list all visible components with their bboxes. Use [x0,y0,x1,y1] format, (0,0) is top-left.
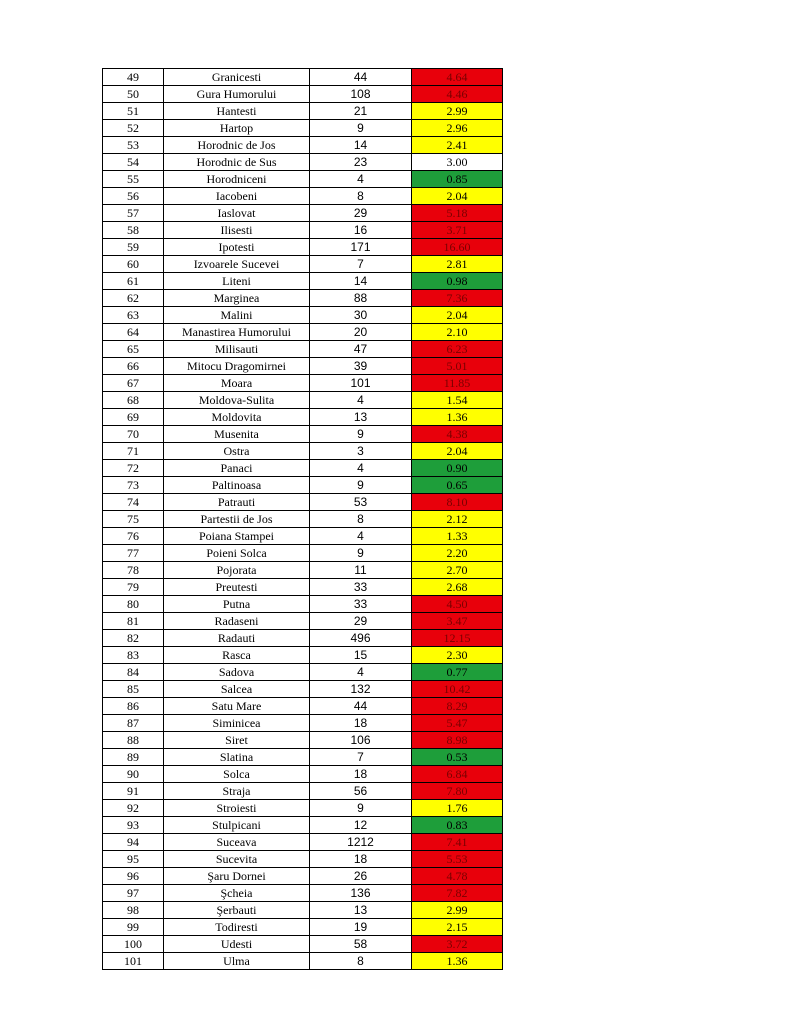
row-number-cell: 75 [103,511,164,528]
table-row [103,86,503,103]
cases-count-cell: 23 [310,154,412,171]
table-row [103,732,503,749]
table-row [103,69,503,86]
locality-name-cell: Musenita [164,426,310,443]
locality-name-cell: Milisauti [164,341,310,358]
table-row [103,562,503,579]
row-number-cell: 64 [103,324,164,341]
row-number-cell: 62 [103,290,164,307]
table-row [103,936,503,953]
incidence-rate-cell: 5.53 [412,851,503,868]
row-number-cell: 57 [103,205,164,222]
table-row [103,630,503,647]
row-number-cell: 97 [103,885,164,902]
incidence-rate-cell: 0.53 [412,749,503,766]
cases-count-cell: 13 [310,902,412,919]
cases-count-cell: 39 [310,358,412,375]
row-number-cell: 79 [103,579,164,596]
cases-count-cell: 11 [310,562,412,579]
row-number-cell: 68 [103,392,164,409]
row-number-cell: 60 [103,256,164,273]
locality-name-cell: Hartop [164,120,310,137]
cases-count-cell: 26 [310,868,412,885]
incidence-rate-cell: 2.96 [412,120,503,137]
table-row [103,426,503,443]
incidence-rate-cell: 3.00 [412,154,503,171]
row-number-cell: 93 [103,817,164,834]
cases-count-cell: 18 [310,715,412,732]
table-row [103,698,503,715]
table-row [103,715,503,732]
incidence-rate-cell: 2.99 [412,103,503,120]
row-number-cell: 91 [103,783,164,800]
row-number-cell: 82 [103,630,164,647]
table-row [103,375,503,392]
row-number-cell: 78 [103,562,164,579]
table-row [103,528,503,545]
cases-count-cell: 30 [310,307,412,324]
locality-name-cell: Şcheia [164,885,310,902]
cases-count-cell: 15 [310,647,412,664]
table-row [103,885,503,902]
cases-count-cell: 44 [310,69,412,86]
table-row [103,953,503,970]
table-row [103,800,503,817]
locality-name-cell: Panaci [164,460,310,477]
locality-name-cell: Partestii de Jos [164,511,310,528]
locality-name-cell: Manastirea Humorului [164,324,310,341]
row-number-cell: 83 [103,647,164,664]
locality-name-cell: Slatina [164,749,310,766]
incidence-rate-cell: 2.41 [412,137,503,154]
locality-name-cell: Ulma [164,953,310,970]
locality-name-cell: Şerbauti [164,902,310,919]
incidence-rate-cell: 7.36 [412,290,503,307]
locality-name-cell: Ilisesti [164,222,310,239]
table-row [103,919,503,936]
incidence-rate-cell: 7.82 [412,885,503,902]
cases-count-cell: 8 [310,511,412,528]
row-number-cell: 94 [103,834,164,851]
row-number-cell: 51 [103,103,164,120]
cases-count-cell: 9 [310,545,412,562]
cases-count-cell: 4 [310,392,412,409]
locality-name-cell: Todiresti [164,919,310,936]
row-number-cell: 71 [103,443,164,460]
cases-count-cell: 33 [310,596,412,613]
row-number-cell: 90 [103,766,164,783]
incidence-rate-cell: 2.99 [412,902,503,919]
cases-count-cell: 56 [310,783,412,800]
incidence-rate-cell: 1.36 [412,409,503,426]
table-row [103,273,503,290]
table-row [103,834,503,851]
cases-count-cell: 29 [310,205,412,222]
locality-name-cell: Paltinoasa [164,477,310,494]
row-number-cell: 101 [103,953,164,970]
cases-count-cell: 12 [310,817,412,834]
cases-count-cell: 9 [310,800,412,817]
incidence-rate-cell: 4.50 [412,596,503,613]
cases-count-cell: 9 [310,477,412,494]
locality-name-cell: Horodnic de Sus [164,154,310,171]
table-row [103,766,503,783]
locality-name-cell: Satu Mare [164,698,310,715]
row-number-cell: 59 [103,239,164,256]
table-row [103,392,503,409]
cases-count-cell: 8 [310,953,412,970]
locality-name-cell: Putna [164,596,310,613]
incidence-rate-cell: 2.70 [412,562,503,579]
locality-name-cell: Liteni [164,273,310,290]
locality-name-cell: Radaseni [164,613,310,630]
table-row [103,579,503,596]
row-number-cell: 55 [103,171,164,188]
locality-name-cell: Solca [164,766,310,783]
incidence-rate-cell: 10.42 [412,681,503,698]
row-number-cell: 50 [103,86,164,103]
incidence-rate-cell: 1.36 [412,953,503,970]
cases-count-cell: 1212 [310,834,412,851]
table-row [103,647,503,664]
incidence-rate-cell: 6.84 [412,766,503,783]
incidence-rate-cell: 5.18 [412,205,503,222]
cases-count-cell: 4 [310,171,412,188]
table-row [103,341,503,358]
row-number-cell: 85 [103,681,164,698]
cases-count-cell: 4 [310,460,412,477]
row-number-cell: 84 [103,664,164,681]
row-number-cell: 63 [103,307,164,324]
table-row [103,817,503,834]
incidence-rate-cell: 2.12 [412,511,503,528]
cases-count-cell: 4 [310,664,412,681]
cases-count-cell: 29 [310,613,412,630]
table-row [103,256,503,273]
incidence-rate-cell: 11.85 [412,375,503,392]
row-number-cell: 53 [103,137,164,154]
incidence-rate-cell: 3.71 [412,222,503,239]
incidence-rate-cell: 6.23 [412,341,503,358]
cases-count-cell: 18 [310,851,412,868]
table-row [103,545,503,562]
incidence-rate-cell: 4.64 [412,69,503,86]
incidence-rate-cell: 4.38 [412,426,503,443]
row-number-cell: 52 [103,120,164,137]
row-number-cell: 67 [103,375,164,392]
incidence-rate-cell: 2.15 [412,919,503,936]
table-row [103,460,503,477]
cases-count-cell: 33 [310,579,412,596]
locality-name-cell: Poieni Solca [164,545,310,562]
row-number-cell: 58 [103,222,164,239]
cases-count-cell: 47 [310,341,412,358]
row-number-cell: 77 [103,545,164,562]
cases-count-cell: 106 [310,732,412,749]
table-row [103,137,503,154]
row-number-cell: 49 [103,69,164,86]
locality-name-cell: Ostra [164,443,310,460]
row-number-cell: 96 [103,868,164,885]
table-row [103,783,503,800]
table-row [103,851,503,868]
cases-count-cell: 136 [310,885,412,902]
row-number-cell: 92 [103,800,164,817]
table-row [103,443,503,460]
locality-name-cell: Preutesti [164,579,310,596]
locality-name-cell: Izvoarele Sucevei [164,256,310,273]
incidence-rate-cell: 7.80 [412,783,503,800]
locality-name-cell: Radauti [164,630,310,647]
locality-name-cell: Moldovita [164,409,310,426]
table-row [103,613,503,630]
row-number-cell: 56 [103,188,164,205]
incidence-rate-cell: 4.46 [412,86,503,103]
incidence-rate-cell: 12.15 [412,630,503,647]
table-row [103,358,503,375]
table-row [103,239,503,256]
cases-count-cell: 101 [310,375,412,392]
row-number-cell: 81 [103,613,164,630]
incidence-rate-cell: 2.04 [412,443,503,460]
cases-count-cell: 14 [310,137,412,154]
row-number-cell: 74 [103,494,164,511]
incidence-rate-cell: 2.04 [412,307,503,324]
incidence-rate-cell: 8.29 [412,698,503,715]
locality-name-cell: Sucevita [164,851,310,868]
row-number-cell: 100 [103,936,164,953]
locality-name-cell: Poiana Stampei [164,528,310,545]
locality-name-cell: Rasca [164,647,310,664]
cases-count-cell: 9 [310,426,412,443]
row-number-cell: 86 [103,698,164,715]
table-row [103,307,503,324]
locality-name-cell: Gura Humorului [164,86,310,103]
incidence-rate-cell: 0.85 [412,171,503,188]
incidence-rate-cell: 2.81 [412,256,503,273]
row-number-cell: 66 [103,358,164,375]
table-row [103,205,503,222]
incidence-rate-cell: 3.72 [412,936,503,953]
cases-count-cell: 88 [310,290,412,307]
locality-name-cell: Hantesti [164,103,310,120]
cases-count-cell: 21 [310,103,412,120]
incidence-rate-cell: 2.30 [412,647,503,664]
row-number-cell: 98 [103,902,164,919]
incidence-rate-cell: 16.60 [412,239,503,256]
incidence-rate-cell: 0.65 [412,477,503,494]
cases-count-cell: 20 [310,324,412,341]
cases-count-cell: 7 [310,256,412,273]
locality-name-cell: Granicesti [164,69,310,86]
cases-count-cell: 13 [310,409,412,426]
table-row [103,511,503,528]
cases-count-cell: 132 [310,681,412,698]
locality-name-cell: Sadova [164,664,310,681]
cases-count-cell: 44 [310,698,412,715]
row-number-cell: 73 [103,477,164,494]
row-number-cell: 65 [103,341,164,358]
row-number-cell: 76 [103,528,164,545]
row-number-cell: 54 [103,154,164,171]
locality-name-cell: Horodnic de Jos [164,137,310,154]
table-row [103,494,503,511]
cases-count-cell: 8 [310,188,412,205]
incidence-rate-cell: 2.10 [412,324,503,341]
row-number-cell: 69 [103,409,164,426]
cases-count-cell: 18 [310,766,412,783]
locality-name-cell: Ipotesti [164,239,310,256]
cases-count-cell: 496 [310,630,412,647]
table-row [103,749,503,766]
row-number-cell: 72 [103,460,164,477]
cases-count-cell: 7 [310,749,412,766]
row-number-cell: 87 [103,715,164,732]
locality-name-cell: Siret [164,732,310,749]
cases-count-cell: 4 [310,528,412,545]
locality-name-cell: Moara [164,375,310,392]
locality-name-cell: Stroiesti [164,800,310,817]
locality-name-cell: Salcea [164,681,310,698]
row-number-cell: 70 [103,426,164,443]
incidence-rate-cell: 0.77 [412,664,503,681]
locality-name-cell: Pojorata [164,562,310,579]
table-row [103,868,503,885]
incidence-rate-cell: 3.47 [412,613,503,630]
row-number-cell: 89 [103,749,164,766]
locality-name-cell: Straja [164,783,310,800]
table-row [103,477,503,494]
row-number-cell: 80 [103,596,164,613]
locality-name-cell: Horodniceni [164,171,310,188]
row-number-cell: 88 [103,732,164,749]
cases-count-cell: 3 [310,443,412,460]
table-row [103,664,503,681]
table-row [103,409,503,426]
locality-name-cell: Malini [164,307,310,324]
row-number-cell: 61 [103,273,164,290]
incidence-table [102,68,503,970]
cases-count-cell: 58 [310,936,412,953]
row-number-cell: 95 [103,851,164,868]
incidence-rate-cell: 1.33 [412,528,503,545]
table-row [103,222,503,239]
cases-count-cell: 171 [310,239,412,256]
locality-name-cell: Udesti [164,936,310,953]
locality-name-cell: Stulpicani [164,817,310,834]
incidence-rate-cell: 2.04 [412,188,503,205]
table-row [103,324,503,341]
locality-name-cell: Iacobeni [164,188,310,205]
table-row [103,902,503,919]
locality-name-cell: Siminicea [164,715,310,732]
incidence-rate-cell: 7.41 [412,834,503,851]
incidence-rate-cell: 1.76 [412,800,503,817]
locality-name-cell: Iaslovat [164,205,310,222]
cases-count-cell: 108 [310,86,412,103]
table-row [103,596,503,613]
table-row [103,290,503,307]
locality-name-cell: Moldova-Sulita [164,392,310,409]
table-row [103,120,503,137]
locality-name-cell: Mitocu Dragomirnei [164,358,310,375]
incidence-rate-cell: 4.78 [412,868,503,885]
table-row [103,681,503,698]
cases-count-cell: 14 [310,273,412,290]
cases-count-cell: 9 [310,120,412,137]
incidence-rate-cell: 2.20 [412,545,503,562]
table-row [103,188,503,205]
locality-name-cell: Marginea [164,290,310,307]
table-row [103,154,503,171]
incidence-rate-cell: 5.47 [412,715,503,732]
cases-count-cell: 19 [310,919,412,936]
incidence-rate-cell: 2.68 [412,579,503,596]
locality-name-cell: Patrauti [164,494,310,511]
row-number-cell: 99 [103,919,164,936]
incidence-rate-cell: 5.01 [412,358,503,375]
locality-name-cell: Şaru Dornei [164,868,310,885]
incidence-rate-cell: 8.10 [412,494,503,511]
incidence-rate-cell: 1.54 [412,392,503,409]
incidence-rate-cell: 0.98 [412,273,503,290]
incidence-rate-cell: 0.83 [412,817,503,834]
locality-name-cell: Suceava [164,834,310,851]
table-row [103,103,503,120]
table-row [103,171,503,188]
incidence-rate-cell: 0.90 [412,460,503,477]
incidence-rate-cell: 8.98 [412,732,503,749]
cases-count-cell: 53 [310,494,412,511]
cases-count-cell: 16 [310,222,412,239]
table-body [103,69,503,970]
